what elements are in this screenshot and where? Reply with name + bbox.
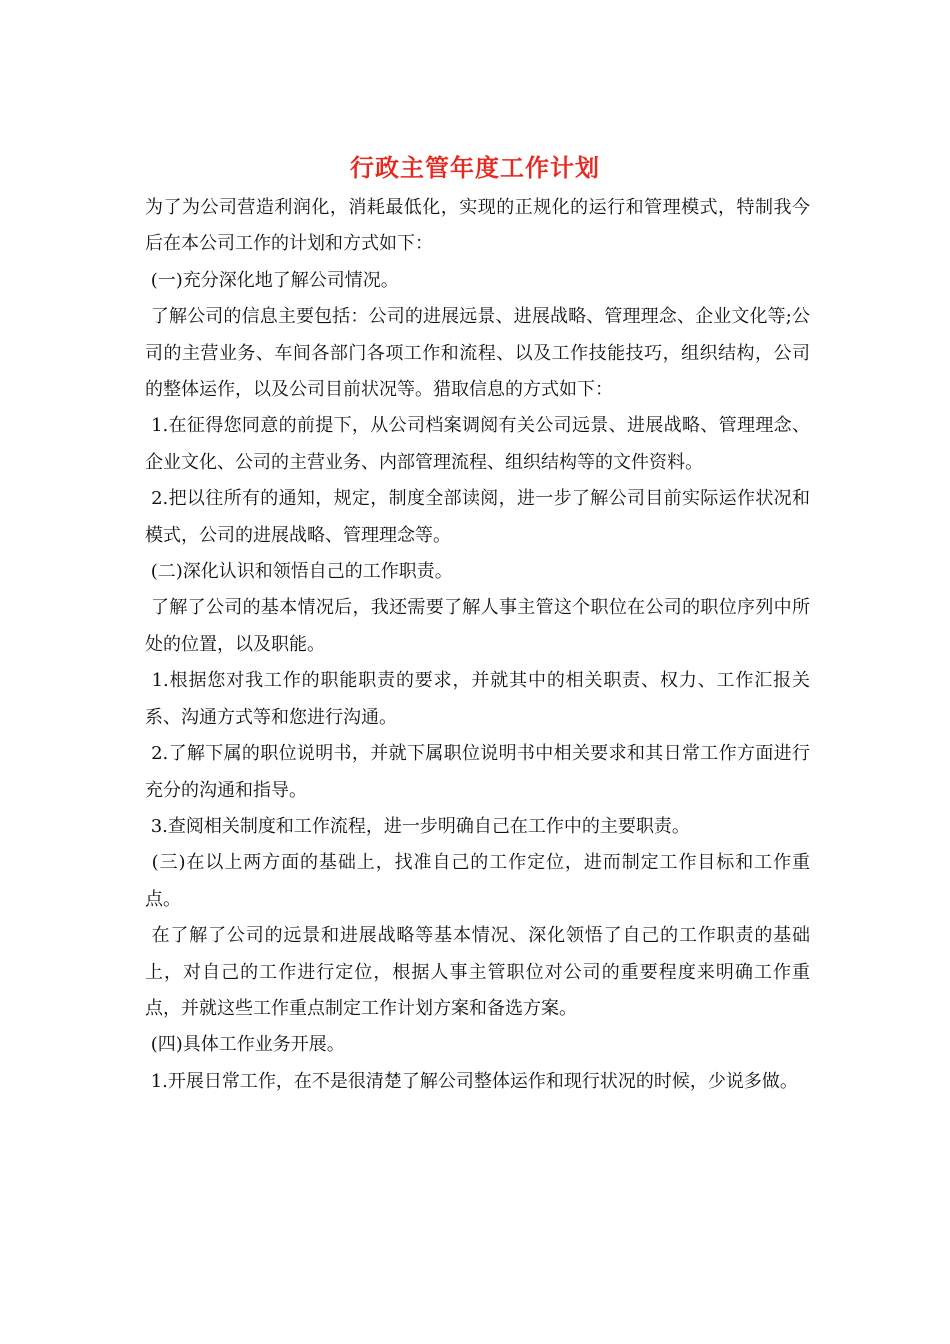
document-body [145,190,822,1100]
section-heading-2: (二)深化认识和领悟自己的工作职责。 [145,561,453,583]
section-heading-4: (四)具体工作业务开展。 [145,1034,345,1056]
list-item: 3.查阅相关制度和工作流程，进一步明确自己在工作中的主要职责。 [145,815,690,837]
section-heading-1: (一)充分深化地了解公司情况。 [145,269,399,291]
paragraph: 在了解了公司的远景和进展战略等基本情况、深化领悟了自己的工作职责的基础上，对自己的工作进行定位，根据人事主管职位对公司的重要程度来明确工作重点，并就这些工作重点制定工作计划方案和备选方案。 [145,925,810,1019]
list-item: 1.开展日常工作，在不是很清楚了解公司整体运作和现行状况的时候，少说多做。 [145,1070,798,1092]
section-heading-3: (三)在以上两方面的基础上，找准自己的工作定位，进而制定工作目标和工作重点。 [145,852,810,910]
document-title: 行政主管年度工作计划 [350,153,600,182]
paragraph: 了解公司的信息主要包括：公司的进展远景、进展战略、管理理念、企业文化等;公司的主营业务、车间各部门各项工作和流程、以及工作技能技巧，组织结构，公司的整体运作，以及公司目前状况等。猎取信息的方式如下： [145,306,810,401]
paragraph: 了解了公司的基本情况后，我还需要了解人事主管这个职位在公司的职位序列中所处的位置，以及职能。 [145,597,810,655]
paragraph-intro: 为了为公司营造利润化，消耗最低化，实现的正规化的运行和管理模式，特制我今后在本公司工作的计划和方式如下： [145,197,810,255]
list-item: 1.在征得您同意的前提下，从公司档案调阅有关公司远景、进展战略、管理理念、 企业文化、公司的主营业务、内部管理流程、组织结构等的文件资料。 [145,415,822,473]
list-item: 2.把以往所有的通知，规定，制度全部读阅，进一步了解公司目前实际运作状况和模式，公司的进展战略、管理理念等。 [145,488,810,546]
list-item: 2.了解下属的职位说明书，并就下属职位说明书中相关要求和其日常工作方面进行充分的沟通和指导。 [145,743,810,801]
list-item: 1.根据您对我工作的职能职责的要求，并就其中的相关职责、权力、工作汇报关系、沟通方式等和您进行沟通。 [145,670,810,728]
